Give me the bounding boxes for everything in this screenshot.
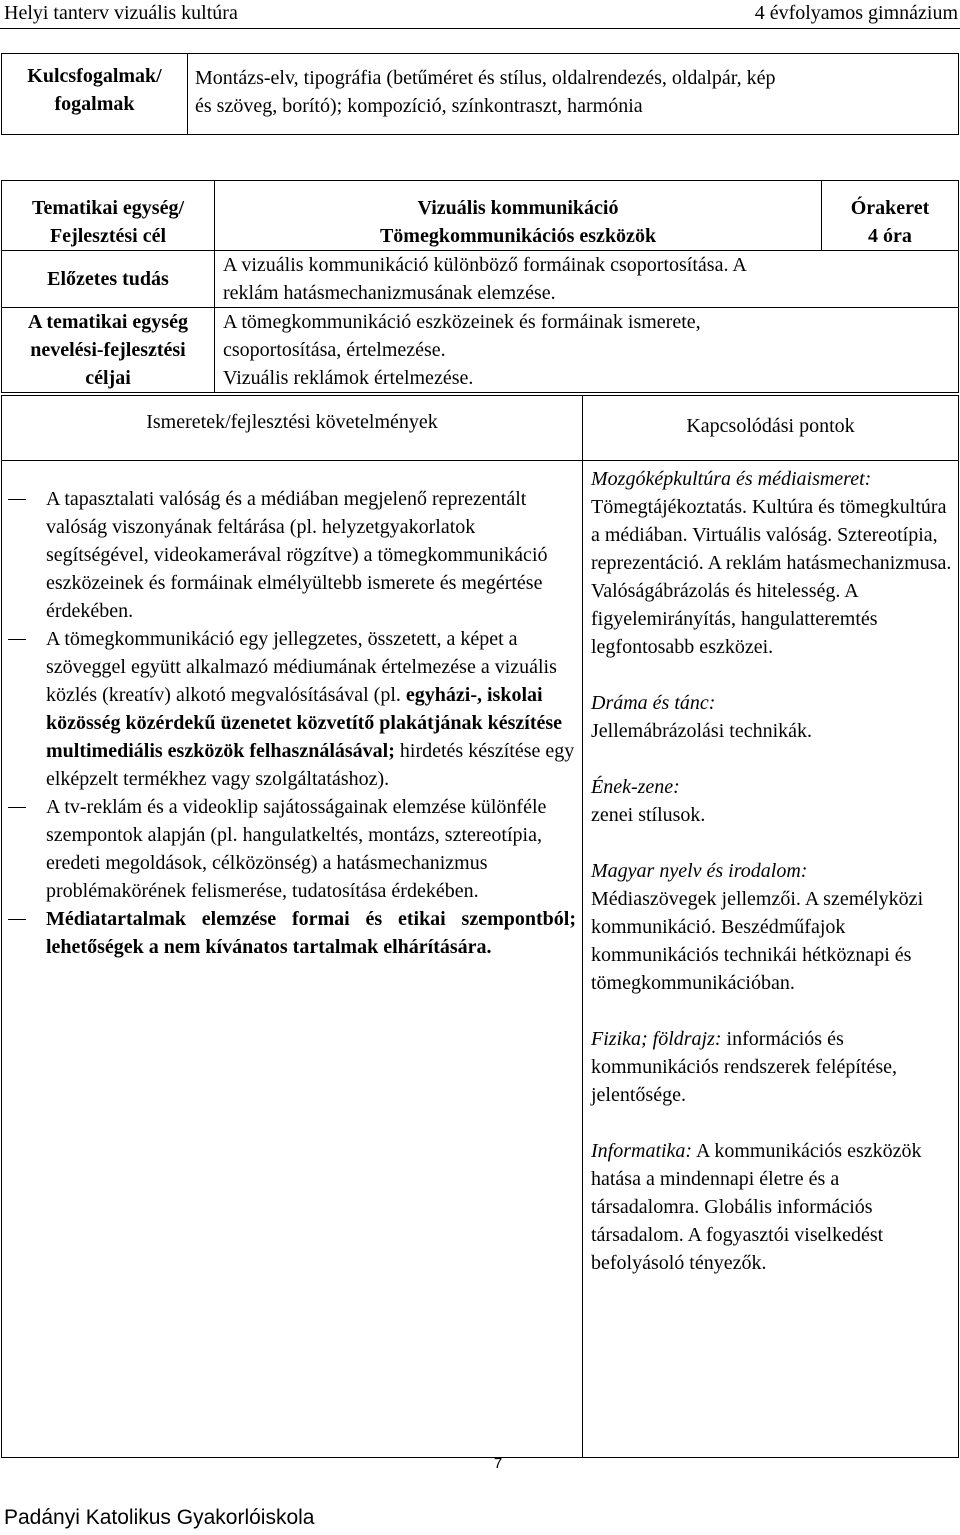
requirement-item <box>2 485 576 625</box>
link-title: Dráma és tánc: <box>591 692 716 714</box>
unit-title-line: Vizuális kommunikáció <box>417 197 619 219</box>
requirement-text: hirdetés készítése egy elképzelt termékhez vagy szolgáltatáshoz). <box>46 740 575 790</box>
requirement-text: A tapasztalati valóság és a médiában megjelenő reprezentált valóság viszonyának feltárása (pl. helyzetgyakorlatok segítségével, videokamerával rögzítve) a tömegkommunikáció eszközeinek és formáinak elmélyültebb ismerete és megértése érdekében. <box>46 488 548 622</box>
key-concepts-label <box>2 54 188 135</box>
link-title: Fizika; földrajz: <box>591 1028 722 1050</box>
requirement-item <box>2 905 576 961</box>
link-fizika <box>591 1025 952 1109</box>
link-text: Jellemábrázolási technikák. <box>591 720 813 742</box>
links-cell <box>583 461 959 1458</box>
goals-label-line: céljai <box>85 367 131 389</box>
requirement-item <box>2 793 576 905</box>
requirements-header-text: Ismeretek/fejlesztési követelmények <box>146 411 438 433</box>
unit-table <box>1 180 959 393</box>
topic-label-line: Tematikai egység/ <box>31 197 185 219</box>
header-left: Helyi tanterv vizuális kultúra <box>4 2 238 24</box>
page-footer: Padányi Katolikus Gyakorlóiskola <box>4 1506 315 1529</box>
link-mozgo <box>591 465 952 661</box>
link-drama <box>591 689 952 745</box>
prior-knowledge-label-text: Előzetes tudás <box>47 268 169 290</box>
link-title: Informatika: <box>591 1140 693 1162</box>
link-magyar <box>591 857 952 997</box>
requirements-header <box>2 396 583 461</box>
link-text: zenei stílusok. <box>591 804 706 826</box>
requirements-list <box>2 485 576 961</box>
page-number: 7 <box>493 1455 503 1472</box>
goals-text <box>215 308 959 393</box>
header-rule <box>0 28 960 29</box>
prior-line: reklám hatásmechanizmusának elemzése. <box>223 282 556 304</box>
link-text: információs és kommunikációs rendszerek felépítése, jelentősége. <box>591 1028 897 1106</box>
key-concepts-line: és szöveg, borító); kompozíció, színkontraszt, harmónia <box>195 95 643 117</box>
key-concepts-label-line: Kulcsfogalmak/ <box>27 65 162 87</box>
link-text: Médiaszövegek jellemzői. A személyközi kommunikáció. Beszédműfajok kommunikációs technikái hétköznapi és tömegkommunikációban. <box>591 888 924 994</box>
key-concepts-label-line: fogalmak <box>54 93 135 115</box>
link-title: Mozgóképkultúra és médiaismeret: <box>591 468 872 490</box>
unit-title <box>215 181 822 251</box>
requirement-text: A tömegkommunikáció egy jellegzetes, összetett, a képet a szöveggel együtt alkalmazó médiumának értelmezése a vizuális közlés (kreatív) alkotó megvalósításával (pl. <box>46 628 557 706</box>
link-text: Tömegtájékoztatás. Kultúra és tömegkultúra a médiában. Virtuális valóság. Sztereotípia, reprezentáció. A reklám hatásmechanizmusa. Valóságábrázolás és hitelesség. A figyelemirányítás, hangulatteremtés legfontosabb eszközei. <box>591 496 952 658</box>
goals-line: Vizuális reklámok értelmezése. <box>223 367 474 389</box>
content-table <box>1 395 959 1458</box>
requirement-item <box>2 625 576 793</box>
key-concepts-table <box>1 53 959 135</box>
topic-label-line: Fejlesztési cél <box>49 225 167 247</box>
goals-label-line: A tematikai egység <box>28 311 188 333</box>
header-right: 4 évfolyamos gimnázium <box>754 2 958 24</box>
link-title: Ének-zene: <box>591 776 680 798</box>
link-title: Magyar nyelv és irodalom: <box>591 860 808 882</box>
goals-line: csoportosítása, értelmezése. <box>223 339 446 361</box>
link-text: A kommunikációs eszközök hatása a mindennapi életre és a társadalomra. Globális információs társadalom. A fogyasztói viselkedést befolyásoló tényezők. <box>591 1140 922 1274</box>
requirement-text-bold: Médiatartalmak elemzése formai és etikai szempontból; lehetőségek a nem kívánatos tartalmak elhárítására. <box>46 908 576 958</box>
link-informatika <box>591 1137 952 1277</box>
hours-value: 4 óra <box>868 225 912 247</box>
key-concepts-line: Montázs-elv, tipográfia (betűméret és stílus, oldalrendezés, oldalpár, kép <box>195 67 776 89</box>
hours-cell <box>822 181 959 251</box>
key-concepts-text <box>188 54 959 135</box>
prior-line: A vizuális kommunikáció különböző formáinak csoportosítása. A <box>223 254 747 276</box>
requirement-text-bold: egyházi-, iskolai közösség közérdekű üzenetet közvetítő plakátjának készítése multimediális eszközök felhasználásával; <box>46 684 563 762</box>
goals-label-line: nevelési-fejlesztési <box>30 339 186 361</box>
hours-label: Órakeret <box>850 197 930 219</box>
prior-knowledge-text <box>215 251 959 308</box>
links-header-text: Kapcsolódási pontok <box>686 415 855 437</box>
link-enek <box>591 773 952 829</box>
page-header <box>0 0 960 26</box>
requirement-text: A tv-reklám és a videoklip sajátosságainak elemzése különféle szempontok alapján (pl. hangulatkeltés, montázs, sztereotípia, eredeti megoldások, célközönség) a hatásmechanizmus problémakörének felismerése, tudatosítása érdekében. <box>46 796 547 902</box>
links-header <box>583 396 959 461</box>
prior-knowledge-label <box>2 251 215 308</box>
unit-title-line: Tömegkommunikációs eszközök <box>379 225 657 247</box>
goals-line: A tömegkommunikáció eszközeinek és formáinak ismerete, <box>223 311 701 333</box>
requirements-cell <box>2 461 583 1458</box>
goals-label <box>2 308 215 393</box>
topic-label <box>2 181 215 251</box>
